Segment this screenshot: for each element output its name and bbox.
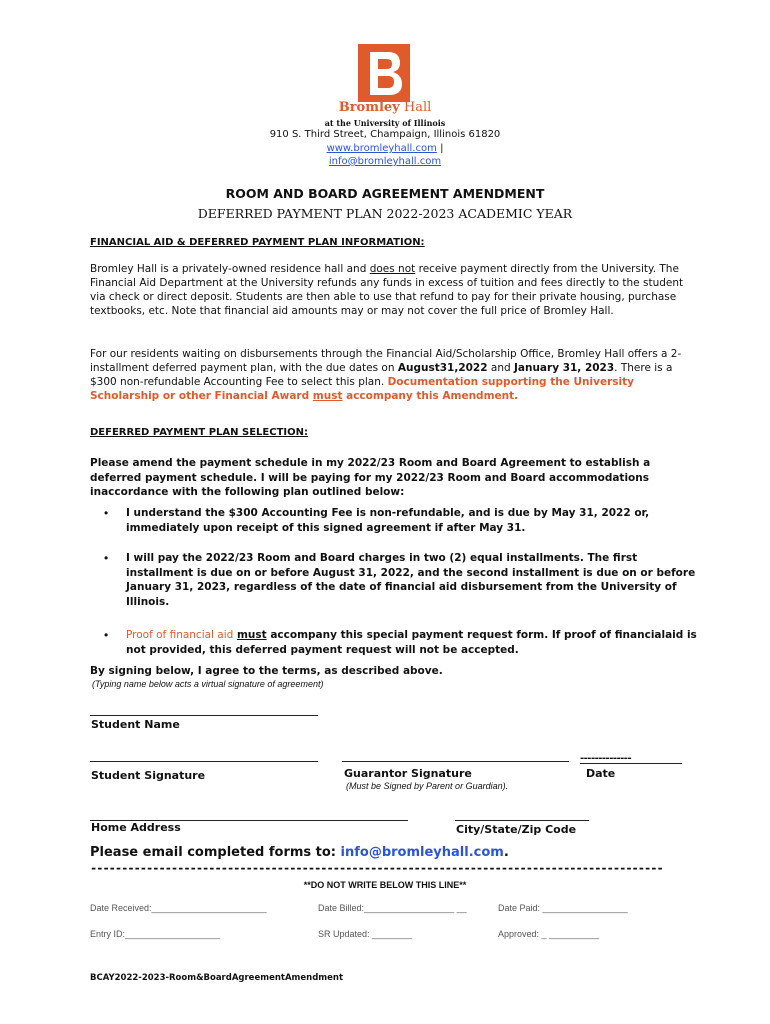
approved-field: Approved: _ __________ xyxy=(498,929,600,939)
p2-orange-must: must xyxy=(312,390,343,402)
bullet2-text: I will pay the 2022/23 Room and Board charges in two (2) equal installments. The first installment is due on or before August 31, 2022, and the second installment is due on or before January 31, 2023, regardless of the date of financial aid disbursement from the University of Illinois. xyxy=(126,552,696,608)
student-signature-line[interactable] xyxy=(90,761,318,762)
document-title: ROOM AND BOARD AGREEMENT AMENDMENT xyxy=(225,186,545,201)
student-name-label: Student Name xyxy=(91,718,180,731)
bullet3-marker: • xyxy=(104,628,109,642)
bullet1-marker: • xyxy=(104,506,109,520)
home-address-label: Home Address xyxy=(91,821,181,834)
website-row xyxy=(0,143,770,154)
separator: | xyxy=(440,143,444,154)
section2-heading: DEFERRED PAYMENT PLAN SELECTION: xyxy=(90,427,308,438)
email-instruction xyxy=(90,845,509,860)
student-name-line[interactable] xyxy=(90,715,318,716)
p2-date1: August31,2022 xyxy=(397,362,488,374)
date-line[interactable] xyxy=(580,763,682,764)
date-billed-field: Date Billed:__________________ __ xyxy=(318,903,467,913)
date-label: Date xyxy=(586,767,616,780)
date-dash-line: -------------- xyxy=(580,753,632,764)
section1-paragraph1 xyxy=(90,262,702,318)
bullet3-orange: Proof of financial aid xyxy=(126,629,234,641)
agree-statement: By signing below, I agree to the terms, as described above. xyxy=(90,665,443,677)
p2-text-b: . There is a $300 non-refundable Accounting Fee to select this plan. xyxy=(90,362,673,388)
section1-paragraph2 xyxy=(90,347,702,403)
p1-text-b: receive payment directly from the University. The Financial Aid Department at the University refunds any funds in excess of tuition and fees directly to the student via check or direct deposit. Students are then able to use that refund to pay for their private housing, purchase textbooks, etc. Note that financial aid amounts may or may not cover the full price of Bromley Hall. xyxy=(90,263,684,317)
brand-bold: Bromley xyxy=(338,100,400,115)
bullet2-marker: • xyxy=(104,551,109,565)
address: 910 S. Third Street, Champaign, Illinois 61820 xyxy=(269,129,501,140)
guarantor-note: (Must be Signed by Parent or Guardian). xyxy=(346,781,509,791)
student-signature-label: Student Signature xyxy=(91,769,206,782)
brand-name xyxy=(0,100,770,115)
p1-text-a: Bromley Hall is a privately-owned residence hall and xyxy=(90,263,370,275)
tagline: at the University of Illinois xyxy=(324,118,446,128)
email-instruction-prefix: Please email completed forms to: xyxy=(90,845,341,860)
p2-text-a: For our residents waiting on disbursements through the Financial Aid/Scholarship Office, Bromley Hall offers a 2-installment deferred payment plan, with the due dates on xyxy=(90,348,682,374)
email-link[interactable]: info@bromleyhall.com xyxy=(328,156,442,167)
section1-heading: FINANCIAL AID & DEFERRED PAYMENT PLAN INFORMATION: xyxy=(90,237,425,248)
date-paid-field: Date Paid: _________________ xyxy=(498,903,628,913)
p2-and: and xyxy=(487,362,514,374)
bullet1-text: I understand the $300 Accounting Fee is non-refundable, and is due by May 31, 2022 or, immediately upon receipt of this signed agreement if after May 31. xyxy=(126,507,650,534)
bromley-hall-logo xyxy=(358,44,410,102)
city-state-zip-label: City/State/Zip Code xyxy=(456,823,577,836)
date-received-field: Date Received:_______________________ xyxy=(90,903,267,913)
bullet3-rest: accompany this special payment request form. If proof of financialaid is not provided, this deferred payment request will not be accepted. xyxy=(126,629,697,656)
website-link[interactable]: www.bromleyhall.com xyxy=(326,143,437,154)
section2-intro: Please amend the payment schedule in my 2022/23 Room and Board Agreement to establish a deferred payment schedule. I will be paying for my 2022/23 Room and Board accommodations inaccordance with the following plan outlined below: xyxy=(90,457,651,498)
sr-updated-field: SR Updated: ________ xyxy=(318,929,413,939)
divider-dashes: -------------------------------------------------------------------------------------------- xyxy=(90,861,663,875)
bullet3-text xyxy=(126,628,706,657)
guarantor-signature-label: Guarantor Signature xyxy=(344,767,472,780)
p2-orange-a: Documentation supporting the University Scholarship or other Financial Award xyxy=(90,376,634,402)
city-state-zip-line[interactable] xyxy=(455,820,589,821)
email-instruction-suffix: . xyxy=(503,845,509,860)
brand-light: Hall xyxy=(399,100,432,115)
guarantor-signature-line[interactable] xyxy=(342,761,569,762)
p2-orange-b: accompany this Amendment. xyxy=(342,390,519,402)
p2-date2: January 31, 2023 xyxy=(513,362,615,374)
typing-note: (Typing name below acts a virtual signature of agreement) xyxy=(92,679,324,689)
p1-underline: does not xyxy=(369,263,416,275)
email-instruction-link[interactable]: info@bromleyhall.com xyxy=(340,845,504,860)
document-subtitle: DEFERRED PAYMENT PLAN 2022-2023 ACADEMIC YEAR xyxy=(197,206,573,221)
bullet3-must: must xyxy=(236,629,267,641)
footer-code: BCAY2022-2023-Room&BoardAgreementAmendment xyxy=(90,973,344,983)
logo-b-icon xyxy=(358,44,410,102)
entry-id-field: Entry ID:___________________ xyxy=(90,929,221,939)
email-row xyxy=(0,156,770,167)
do-not-write-notice: **DO NOT WRITE BELOW THIS LINE** xyxy=(303,880,467,890)
